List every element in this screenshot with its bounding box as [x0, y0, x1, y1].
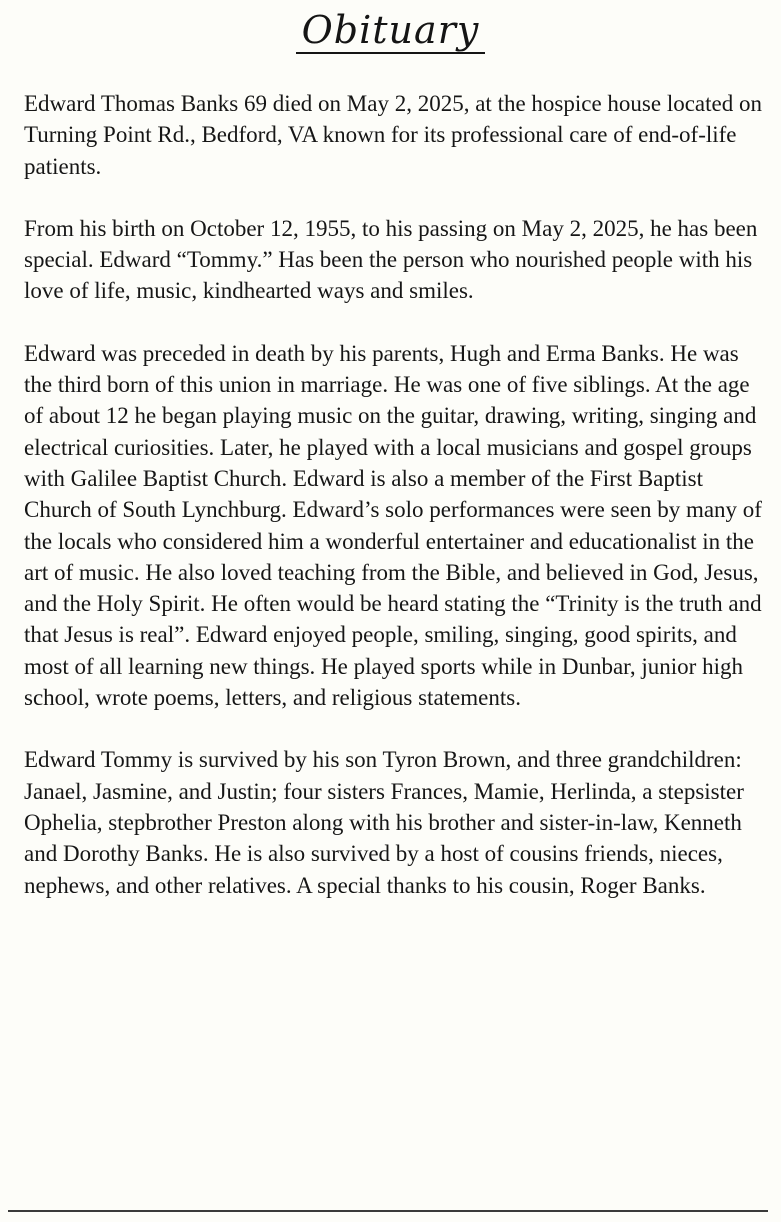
paragraph-life-summary: From his birth on October 12, 1955, to his passing on May 2, 2025, he has been special. Edward “Tommy.” Has been the person who nourished people with his love of life, music, kindhearted ways and smiles.	[24, 215, 758, 304]
paragraph-survivors: Edward Tommy is survived by his son Tyron Brown, and three grandchildren: Janael, Jasmine, and Justin; four sisters Frances, Mamie, Herlinda, a stepsister Ophelia, stepbrother Preston along with his brother and sister-in-law, Kenneth and Dorothy Banks. He is also survived by a host of cousins friends, nieces, nephews, and other relatives. A special thanks to his cousin, Roger Banks.	[24, 747, 744, 898]
title-text: Obituary	[296, 10, 486, 54]
paragraph-death-notice: Edward Thomas Banks 69 died on May 2, 2025, at the hospice house located on Turning Point Rd., Bedford, VA known for its professional care of end-of-life patients.	[24, 91, 762, 179]
obituary-body	[24, 88, 769, 901]
paragraph-biography: Edward was preceded in death by his parents, Hugh and Erma Banks. He was the third born of this union in marriage. He was one of five siblings. At the age of about 12 he began playing music on the guitar, drawing, writing, singing and electrical curiosities. Later, he played with a local musicians and gospel groups with Galilee Baptist Church. Edward is also a member of the First Baptist Church of South Lynchburg. Edward’s solo performances were seen by many of the locals who considered him a wonderful entertainer and educationalist in the art of music. He also loved teaching from the Bible, and believed in God, Jesus, and the Holy Spirit. He often would be heard stating the “Trinity is the truth and that Jesus is real”. Edward enjoyed people, smiling, singing, good spirits, and most of all learning new things. He played sports while in Dunbar, junior high school, wrote poems, letters, and religious statements.	[24, 340, 762, 711]
bottom-divider	[8, 1210, 768, 1212]
page-title	[0, 8, 781, 54]
